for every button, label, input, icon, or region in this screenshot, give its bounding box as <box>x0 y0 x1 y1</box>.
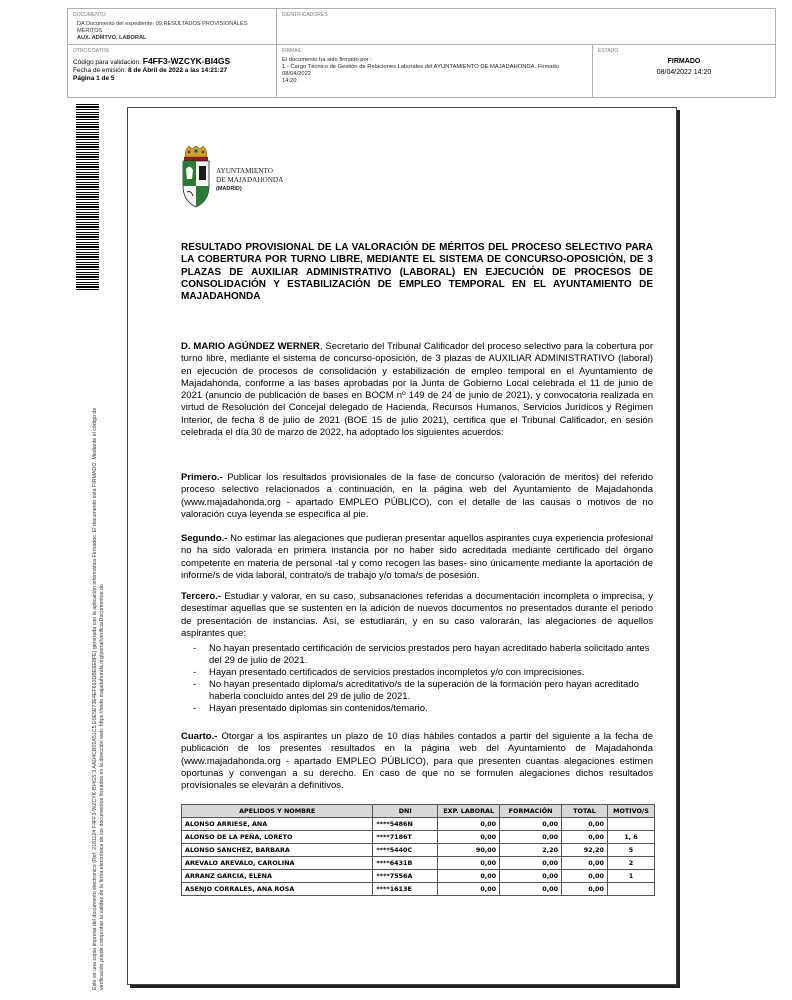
validation-code: F4FF3-WZCYK-BI4GS <box>142 56 231 66</box>
other-data-label: OTROS DATOS <box>73 48 109 54</box>
cell-name: ALONSO DE LA PEÑA, LORETO <box>182 831 373 844</box>
agreement-fourth-text: Otorgar a los aspirantes un plazo de 10 días hábiles contados a partir del siguiente a la fecha de publicación de los presentes resultados en la página web del Ayuntamiento de Majadahonda (www.majadahonda.org - apartado EMPLEO PÚBLICO), para que presenten cuantas alegaciones estimen oportunas y convengan a su derecho. En caso de que no se formulen alegaciones dichos resultados provisionales se elevarán a definitivos. <box>181 731 653 792</box>
column-header-training: FORMACIÓN <box>500 805 562 818</box>
column-header-dni: DNI <box>373 805 438 818</box>
city-hall-line-1: AYUNTAMIENTO <box>216 167 273 175</box>
list-item: - No hayan presentado diploma/s acreditativo/s de la superación de la formación pero hayan acreditado haberla concluido antes del 29 de julio de 2021. <box>181 679 653 703</box>
cell-name: ALONSO SANCHEZ, BARBARA <box>182 844 373 857</box>
validation-code-prefix: Código para validación: <box>73 59 141 66</box>
table-row <box>182 857 655 870</box>
cell-reasons: 5 <box>607 844 654 857</box>
secretary-name: D. MARIO AGÚNDEZ WERNER <box>181 341 320 352</box>
cell-name: ARRANZ GARCIA, ELENA <box>182 870 373 883</box>
document-title: RESULTADO PROVISIONAL DE LA VALORACIÓN DE MÉRITOS DEL PROCESO SELECTIVO PARA LA COBERTURA POR TURNO LIBRE, MEDIANTE EL SISTEMA DE CONCURSO-OPOSICIÓN, DE 3 PLAZAS DE AUXILIAR ADMINISTRATIVO (LABORAL) EN EJECUCIÓN DE PROCESOS DE CONSOLIDACIÓN Y ESTABILIZACIÓN DE EMPLEO TEMPORAL EN EL AYUNTAMIENTO DE MAJADAHONDA <box>181 242 653 303</box>
cell-dni: ****7556A <box>373 870 438 883</box>
cell-training: 0,00 <box>500 831 562 844</box>
other-data-cell <box>68 45 277 97</box>
verification-margin-text <box>92 300 106 990</box>
column-header-reasons: MOTIVO/S <box>607 805 654 818</box>
cell-dni: ****1613E <box>373 883 438 896</box>
signatures-label: FIRMAS <box>282 48 301 54</box>
cell-dni: ****6431B <box>373 857 438 870</box>
agreement-third-label: Tercero.- <box>181 591 221 602</box>
table-row <box>182 883 655 896</box>
document-label: DOCUMENTO <box>73 12 106 18</box>
document-line-1: DA Documento del expediente: 09.RESULTADOS PROVISIONALES MÉRITOS <box>77 21 248 34</box>
document-line-2: AUX. ADMTVO. LABORAL <box>77 35 147 41</box>
cell-training: 0,00 <box>500 857 562 870</box>
identifiers-cell <box>277 9 775 45</box>
signature-line-2: 1.- Cargo Técnico de Gestión de Relaciones Laborales del AYUNTAMIENTO DE MAJADAHONDA. Firmado 08/04/2022 <box>282 64 559 77</box>
coat-of-arms-icon <box>180 146 212 208</box>
cell-dni: ****5486N <box>373 818 438 831</box>
list-item: - No hayan presentado certificación de servicios prestados pero hayan acreditado haberla solicitado antes del 29 de julio de 2021. <box>181 643 653 667</box>
state-cell <box>593 45 775 97</box>
agreement-first <box>181 472 653 521</box>
allegation-conditions-list <box>181 643 653 715</box>
cell-training: 2,20 <box>500 844 562 857</box>
agreement-second <box>181 533 653 582</box>
cell-training: 0,00 <box>500 883 562 896</box>
column-header-name: APELIDOS Y NOMBRE <box>182 805 373 818</box>
cell-total: 0,00 <box>562 857 608 870</box>
cell-total: 92,20 <box>562 844 608 857</box>
city-hall-name <box>216 167 283 194</box>
cell-experience: 0,00 <box>438 857 500 870</box>
cell-reasons: 1 <box>607 870 654 883</box>
cell-name: ASENJO CORRALES, ANA ROSA <box>182 883 373 896</box>
agreement-first-text: Publicar los resultados provisionales de la fase de concurso (valoración de méritos) del referido proceso selectivo relacionados a continuación, en la página web del Ayuntamiento de Majadahonda (www.majadahonda.org - apartado EMPLEO PÚBLICO), con el detalle de las causas o motivos de no valoración cuya leyenda se especifica al pie. <box>181 472 653 520</box>
cell-name: ALONSO ARRIESE, ANA <box>182 818 373 831</box>
barcode <box>76 104 99 290</box>
state-value: FIRMADO <box>667 58 701 65</box>
cell-reasons: 2 <box>607 857 654 870</box>
emission-date: 8 de Abril de 2022 a las 14:21:27 <box>127 67 228 74</box>
agreement-fourth <box>181 731 653 792</box>
cell-experience: 0,00 <box>438 870 500 883</box>
agreement-second-label: Segundo.- <box>181 533 228 544</box>
state-label: ESTADO <box>598 48 619 54</box>
emission-prefix: Fecha de emisión: <box>73 67 127 74</box>
cell-experience: 0,00 <box>438 818 500 831</box>
cell-dni: ****7186T <box>373 831 438 844</box>
cell-training: 0,00 <box>500 818 562 831</box>
list-item: - Hayan presentado certificados de servicios prestados incompletos y/o con imprecisiones. <box>181 667 653 679</box>
results-table <box>181 804 655 896</box>
cell-experience: 90,00 <box>438 844 500 857</box>
signature-line-1: El documento ha sido firmado por : <box>282 57 372 63</box>
agreement-first-label: Primero.- <box>181 472 223 483</box>
agreement-second-text: No estimar las alegaciones que pudieran presentar aquellos aspirantes cuya experiencia profesional no ha sido valorada en primera instancia por no haber sido acreditada mediante certificado del órgano competente en materia de personal -tal y como recogen las bases- sino únicamente mediante la aportación de informe/s de vida laboral, contrato/s de trabajo y/o toma/s de posesión. <box>181 533 653 581</box>
verification-line-2: verificación puede comprobar la validez de la firma electrónica de los documentos firmados en la dirección web: https://sede.majadahonda.org/portal/verificarDocumentos.do <box>99 584 105 990</box>
signature-line-3: 14:20 <box>282 78 297 84</box>
city-hall-line-2: DE MAJADAHONDA <box>216 176 284 184</box>
cell-dni: ****5440C <box>373 844 438 857</box>
intro-text: , Secretario del Tribunal Calificador del proceso selectivo para la cobertura por turno libre, mediante el sistema de concurso-oposición, de 3 plazas de AUXILIAR ADMINISTRATIVO (laboral) en ejecución de procesos de consolidación y estabilización de empleo temporal en el Ayuntamiento de Majadahonda, conforme a las bases aprobadas por la Junta de Gobierno Local celebrada el 11 de junio de 2021 (anuncio de publicación de bases en BOCM nº 149 de 24 de junio de 2021), y convocatoria realizada en virtud de Resolución del Concejal delegado de Hacienda, Recursos Humanos, Servicios Jurídicos y Régimen Interior, de fecha 8 de julio de 2021 (BOE 15 de julio 2021), certifica que el Tribunal Calificador, en sesión celebrada el día 30 de marzo de 2022, ha adoptado los siguientes acuerdos: <box>181 341 653 439</box>
state-date: 08/04/2022 14:20 <box>656 69 712 76</box>
intro-paragraph <box>181 341 653 439</box>
city-hall-line-3: (MADRID) <box>216 186 242 192</box>
table-header-row <box>182 805 655 818</box>
cell-experience: 0,00 <box>438 831 500 844</box>
cell-total: 0,00 <box>562 870 608 883</box>
agreement-third <box>181 591 653 640</box>
column-header-experience: EXP. LABORAL <box>438 805 500 818</box>
column-header-total: TOTAL <box>562 805 608 818</box>
cell-experience: 0,00 <box>438 883 500 896</box>
cell-total: 0,00 <box>562 818 608 831</box>
cell-total: 0,00 <box>562 883 608 896</box>
cell-reasons <box>607 818 654 831</box>
table-row <box>182 870 655 883</box>
table-row <box>182 844 655 857</box>
cell-training: 0,00 <box>500 870 562 883</box>
signatures-cell <box>277 45 593 97</box>
agreement-fourth-label: Cuarto.- <box>181 731 218 742</box>
list-item: - Hayan presentado diplomas sin contenidos/temario. <box>181 703 653 715</box>
cell-name: AREVALO AREVALO, CAROLINA <box>182 857 373 870</box>
identifiers-label: IDENTIFICADORES <box>282 12 328 18</box>
cell-reasons <box>607 883 654 896</box>
table-row <box>182 818 655 831</box>
document-header <box>67 8 776 98</box>
verification-line-1: Este es una copia impresa del documento electrónico (Ref: 2161124 F4FF3-WZCYK-BI4GS 3 AAD4CB02A51C5 E0E5E73E4EF692DBE6E8FE) generada con la aplicación informática Firmadoc. El documento está FIRMADO. Mediante el código de <box>92 407 98 990</box>
page-info: Página 1 de 5 <box>73 75 115 82</box>
cell-reasons: 1, 6 <box>607 831 654 844</box>
agreement-third-text: Estudiar y valorar, en su caso, subsanaciones referidas a documentación incompleta o imprecisa, y desestimar aquellas que se sustenten en la adición de nuevos documentos no presentados durante el periodo de presentación de instancias. Así, se estudiarán, y en su caso valorarán, las alegaciones de aquellos aspirantes que: <box>181 591 653 639</box>
table-row <box>182 831 655 844</box>
cell-total: 0,00 <box>562 831 608 844</box>
document-cell <box>68 9 277 45</box>
